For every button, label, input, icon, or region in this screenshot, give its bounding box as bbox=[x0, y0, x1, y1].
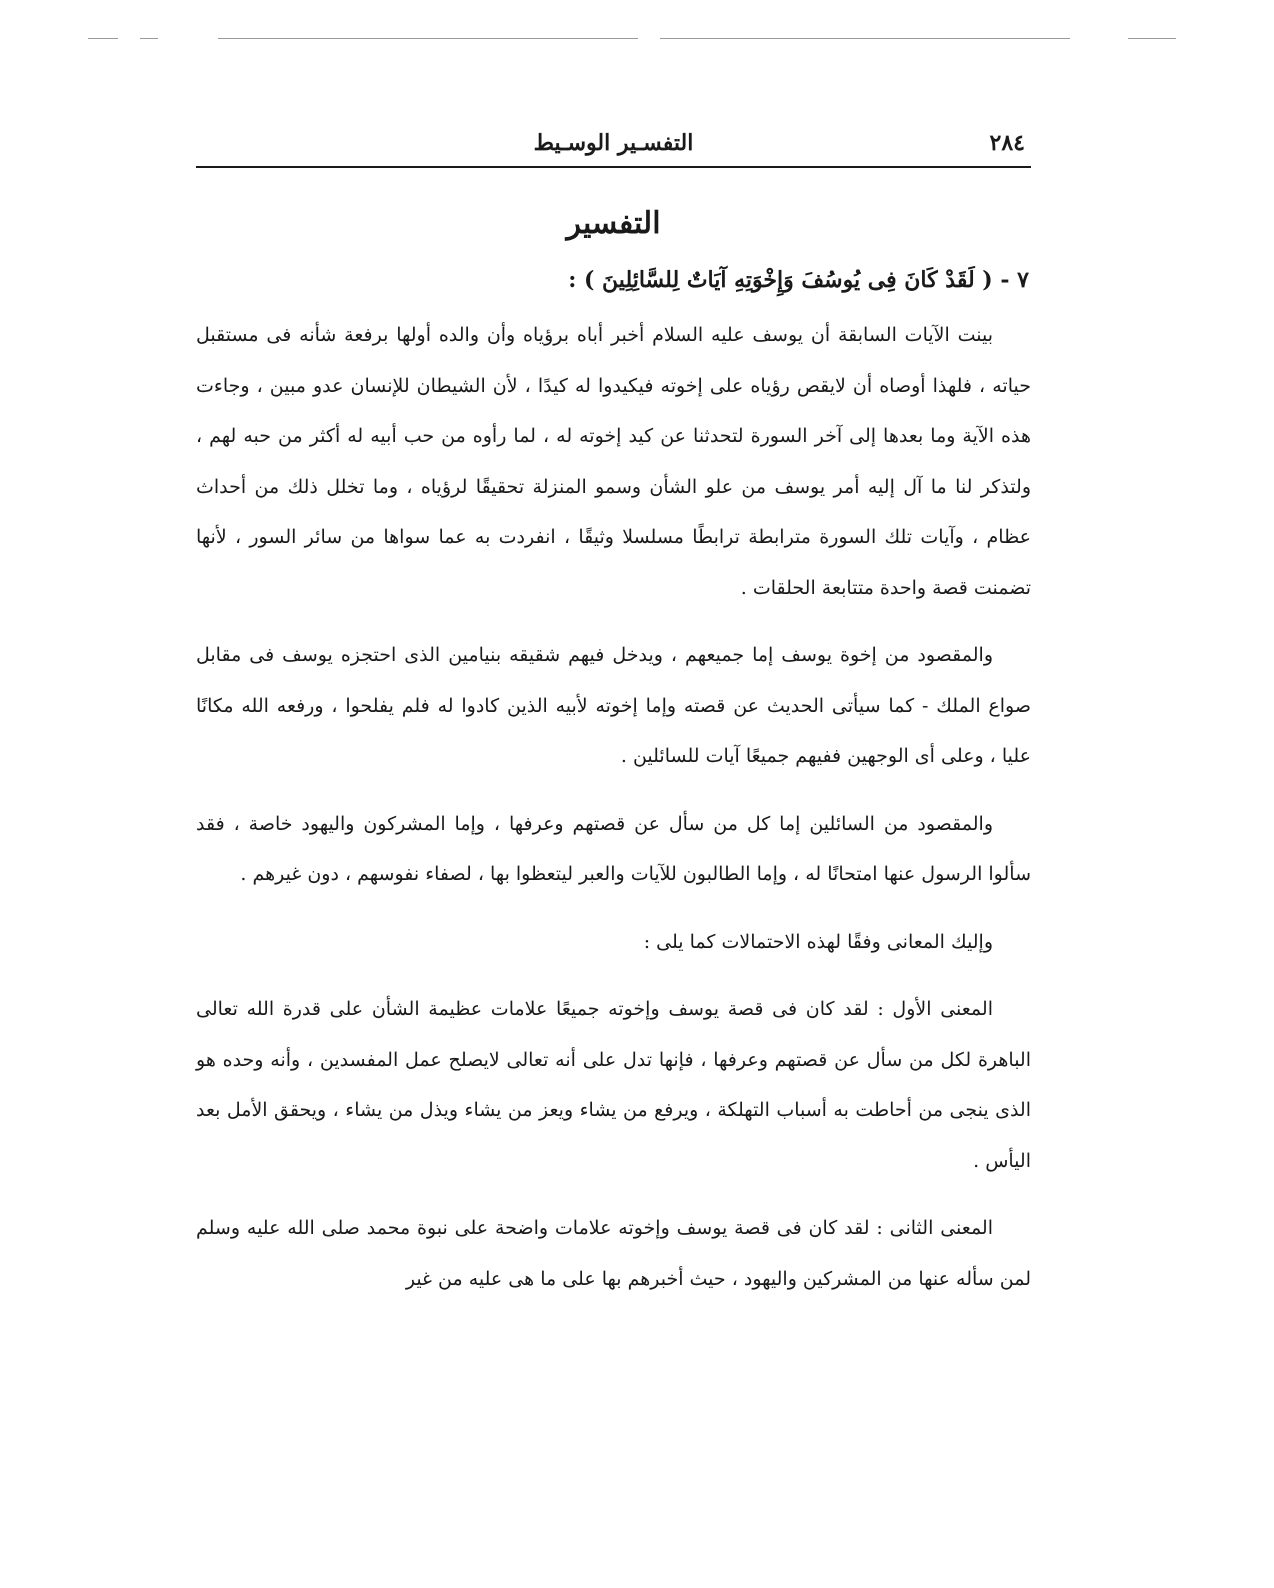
page-number: ٢٨٤ bbox=[989, 130, 1025, 156]
section-title: التفسير bbox=[566, 206, 661, 241]
running-title: التفسـير الوسـيط bbox=[533, 130, 694, 156]
paragraph: بينت الآيات السابقة أن يوسف عليه السلام أخبر أباه برؤياه وأن والده أولها برفعة شأنه فى مستقبل حياته ، فلهذا أوصاه أن لايقص رؤياه على إخوته فيكيدوا له كيدًا ، لأن الشيطان للإنسان عدو مبين ، وجاءت هذه الآية وما بعدها إلى آخر السورة لتحدثنا عن كيد إخوته له ، لما رأوه من حب أبيه له أكثر من حبه لهم ، ولتذكر لنا ما آل إليه أمر يوسف من علو الشأن وسمو المنزلة تحقيقًا لرؤياه ، وما تخلل ذلك من أحداث عظام ، وآيات تلك السورة مترابطة ترابطًا مسلسلا وثيقًا ، انفردت به عما سواها من سائر السور ، لأنها تضمنت قصة واحدة متتابعة الحلقات . bbox=[196, 324, 1031, 599]
quran-verse: ٧ - ( لَقَدْ كَانَ فِى يُوسُفَ وَإِخْوَتِهِ آيَاتٌ لِلسَّائِلِينَ ) : bbox=[568, 267, 1029, 293]
scan-edge-line bbox=[88, 38, 118, 39]
paragraph: المعنى الثانى : لقد كان فى قصة يوسف وإخوته علامات واضحة على نبوة محمد صلى الله عليه وسلم لمن سأله عنها من المشركين واليهود ، حيث أخبرهم بها على ما هى عليه من غير bbox=[196, 1217, 1031, 1290]
page-header bbox=[196, 128, 1031, 168]
scan-edge-line bbox=[1128, 38, 1176, 39]
scan-edge-line bbox=[140, 38, 158, 39]
paragraph: وإليك المعانى وفقًا لهذه الاحتمالات كما يلى : bbox=[643, 930, 993, 953]
book-page bbox=[196, 128, 1031, 1304]
paragraph: والمقصود من السائلين إما كل من سأل عن قصتهم وعرفها ، وإما المشركون واليهود خاصة ، فقد سألوا الرسول عنها امتحانًا له ، وإما الطالبون للآيات والعبر ليتعظوا بها ، لصفاء نفوسهم ، دون غيرهم . bbox=[196, 812, 1031, 885]
paragraph: والمقصود من إخوة يوسف إما جميعهم ، ويدخل فيهم شقيقه بنيامين الذى احتجزه يوسف فى مقابل صواع الملك - كما سيأتى الحديث عن قصته وإما إخوته لأبيه الذين كادوا له فلم يفلحوا ، ورفعه الله مكانًا عليا ، وعلى أى الوجهين ففيهم جميعًا آيات للسائلين . bbox=[196, 644, 1031, 767]
paragraph: المعنى الأول : لقد كان فى قصة يوسف وإخوته جميعًا علامات عظيمة الشأن على قدرة الله تعالى الباهرة لكل من سأل عن قصتهم وعرفها ، فإنها تدل على أنه تعالى لايصلح عمل المفسدين ، وأنه وحده هو الذى ينجى من أحاطت به أسباب التهلكة ، ويرفع من يشاء ويعز من يشاء ويذل من يشاء ، ويحقق الأمل بعد اليأس . bbox=[196, 998, 1031, 1172]
scan-edge-line bbox=[218, 38, 638, 39]
scan-edge-line bbox=[660, 38, 1070, 39]
